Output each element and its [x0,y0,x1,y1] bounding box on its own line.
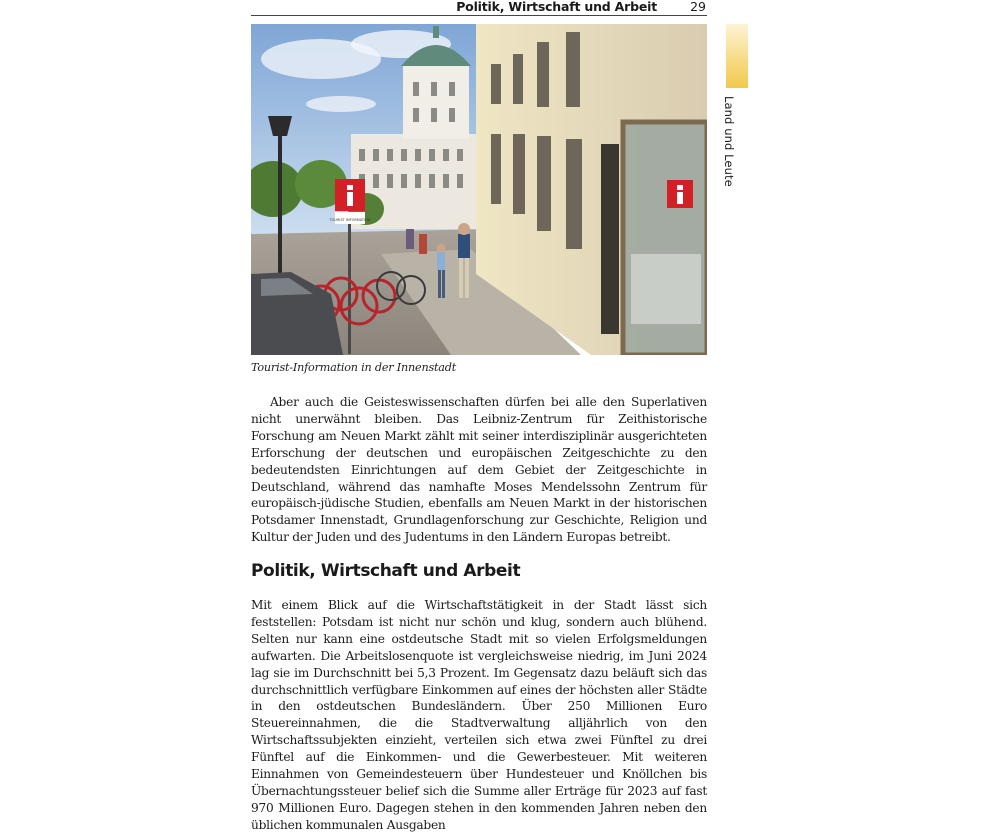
section-heading: Politik, Wirtschaft und Arbeit [251,561,521,581]
page-number: 29 [690,0,706,14]
chapter-tab-label: Land und Leute [722,96,736,187]
tourist-info-sign-text: TOURIST INFORMATION [329,218,371,222]
running-header [251,0,707,16]
body-paragraph-1: Aber auch die Geisteswissenschaften dürfen bei alle den Superlativen nicht unerwähnt bleiben. Das Leibniz-Zentrum für Zeithistorische Forschung am Neuen Markt zählt mit seiner interdisziplinär ausgerichteten Erforschung der deutschen und europäischen Zeitgeschichte zu den bedeutendsten Einrichtungen auf dem Gebiet der Zeitgeschichte in Deutschland, während das namhafte Moses Mendelssohn Zentrum für europäisch-jüdische Studien, ebenfalls am Neuen Markt in der historischen Potsdamer Innenstadt, Grundlagenforschung zur Geschichte, Religion und Kultur der Juden und des Judentums in den Ländern Europas betreibt. [251,395,707,545]
running-header-title: Politik, Wirtschaft und Arbeit [456,0,657,14]
street-photo [251,24,707,355]
photo-caption: Tourist-Information in der Innenstadt [251,361,457,374]
chapter-thumb-tab [726,24,748,88]
body-paragraph-2: Mit einem Blick auf die Wirtschaftstätigkeit in der Stadt lässt sich feststellen: Potsdam ist nicht nur schön und klug, sondern auch blühend. Selten nur kann eine ostdeutsche Stadt mit so vielen Erfolgsmeldungen aufwarten. Die Arbeitslosenquote ist vergleichsweise niedrig, im Juni 2024 lag sie im Durchschnitt bei 5,3 Prozent. Im Gegensatz dazu beläuft sich das durchschnittlich verfügbare Einkommen auf eines der höchsten aller Städte in den ostdeutschen Bundesländern. Über 250 Millionen Euro Steuereinnahmen, die die Stadtverwaltung alljährlich von den Wirtschaftssubjekten einzieht, verteilen sich etwa zwei Fünftel zu drei Fünftel auf die Einkommen- und die Gewerbesteuer. Mit weiteren Einnahmen von Gemeindesteuern über Hundesteuer und Knöllchen bis Übernachtungssteuer belief sich die Summe aller Erträge für 2023 auf fast 970 Millionen Euro. Dagegen stehen in den kommenden Jahren neben den üblichen kommunalen Ausgaben [251,598,707,832]
